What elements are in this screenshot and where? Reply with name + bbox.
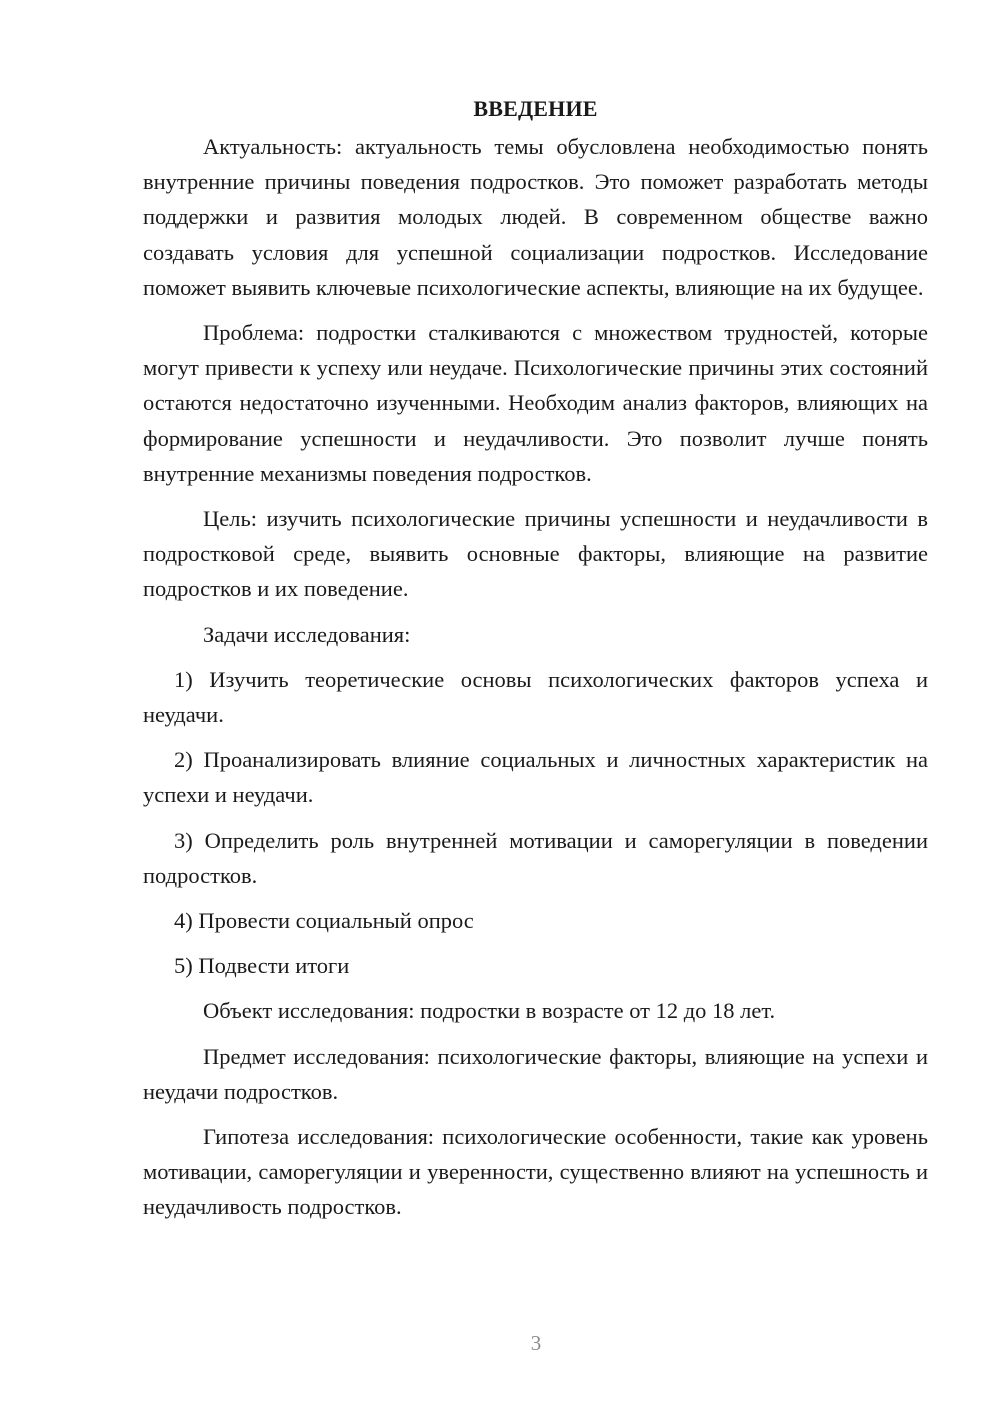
- object-paragraph: Объект исследования: подростки в возрасте от 12 до 18 лет.: [203, 998, 776, 1024]
- hypothesis-paragraph: Гипотеза исследования: психологические особенности, такие как уровень мотивации, саморегуляции и уверенности, существенно влияют на успешность и неудачливость подростков.: [143, 1124, 928, 1220]
- task-item-1: 1) Изучить теоретические основы психологических факторов успеха и неудачи.: [143, 666, 928, 728]
- tasks-title: Задачи исследования:: [203, 621, 411, 647]
- problem-paragraph: Проблема: подростки сталкиваются с множеством трудностей, которые могут привести к успеху или неудаче. Психологические причины этих состояний остаются недостаточно изученными. Необходим анализ факторов, влияющих на формирование успешности и неудачливости. Это позволит лучше понять внутренние механизмы поведения подростков.: [143, 320, 928, 486]
- page-title: ВВЕДЕНИЕ: [473, 96, 598, 121]
- task-item-2: 2) Проанализировать влияние социальных и личностных характеристик на успехи и неудачи.: [143, 747, 928, 808]
- document-page: [143, 92, 928, 1225]
- page-number: 3: [530, 1331, 542, 1355]
- subject-paragraph: Предмет исследования: психологические факторы, влияющие на успехи и неудачи подростков.: [143, 1043, 928, 1104]
- task-item-5: 5) Подвести итоги: [174, 953, 350, 979]
- goal-paragraph: Цель: изучить психологические причины успешности и неудачливости в подростковой среде, выявить основные факторы, влияющие на развитие подростков и их поведение.: [143, 506, 928, 602]
- task-item-3: 3) Определить роль внутренней мотивации и саморегуляции в поведении подростков.: [143, 827, 928, 888]
- task-item-4: 4) Провести социальный опрос: [174, 908, 474, 934]
- relevance-paragraph: Актуальность: актуальность темы обусловлена необходимостью понять внутренние причины поведения подростков. Это поможет разработать методы поддержки и развития молодых людей. В современном обществе важно создавать условия для успешной социализации подростков. Исследование поможет выявить ключевые психологические аспекты, влияющие на их будущее.: [143, 134, 928, 300]
